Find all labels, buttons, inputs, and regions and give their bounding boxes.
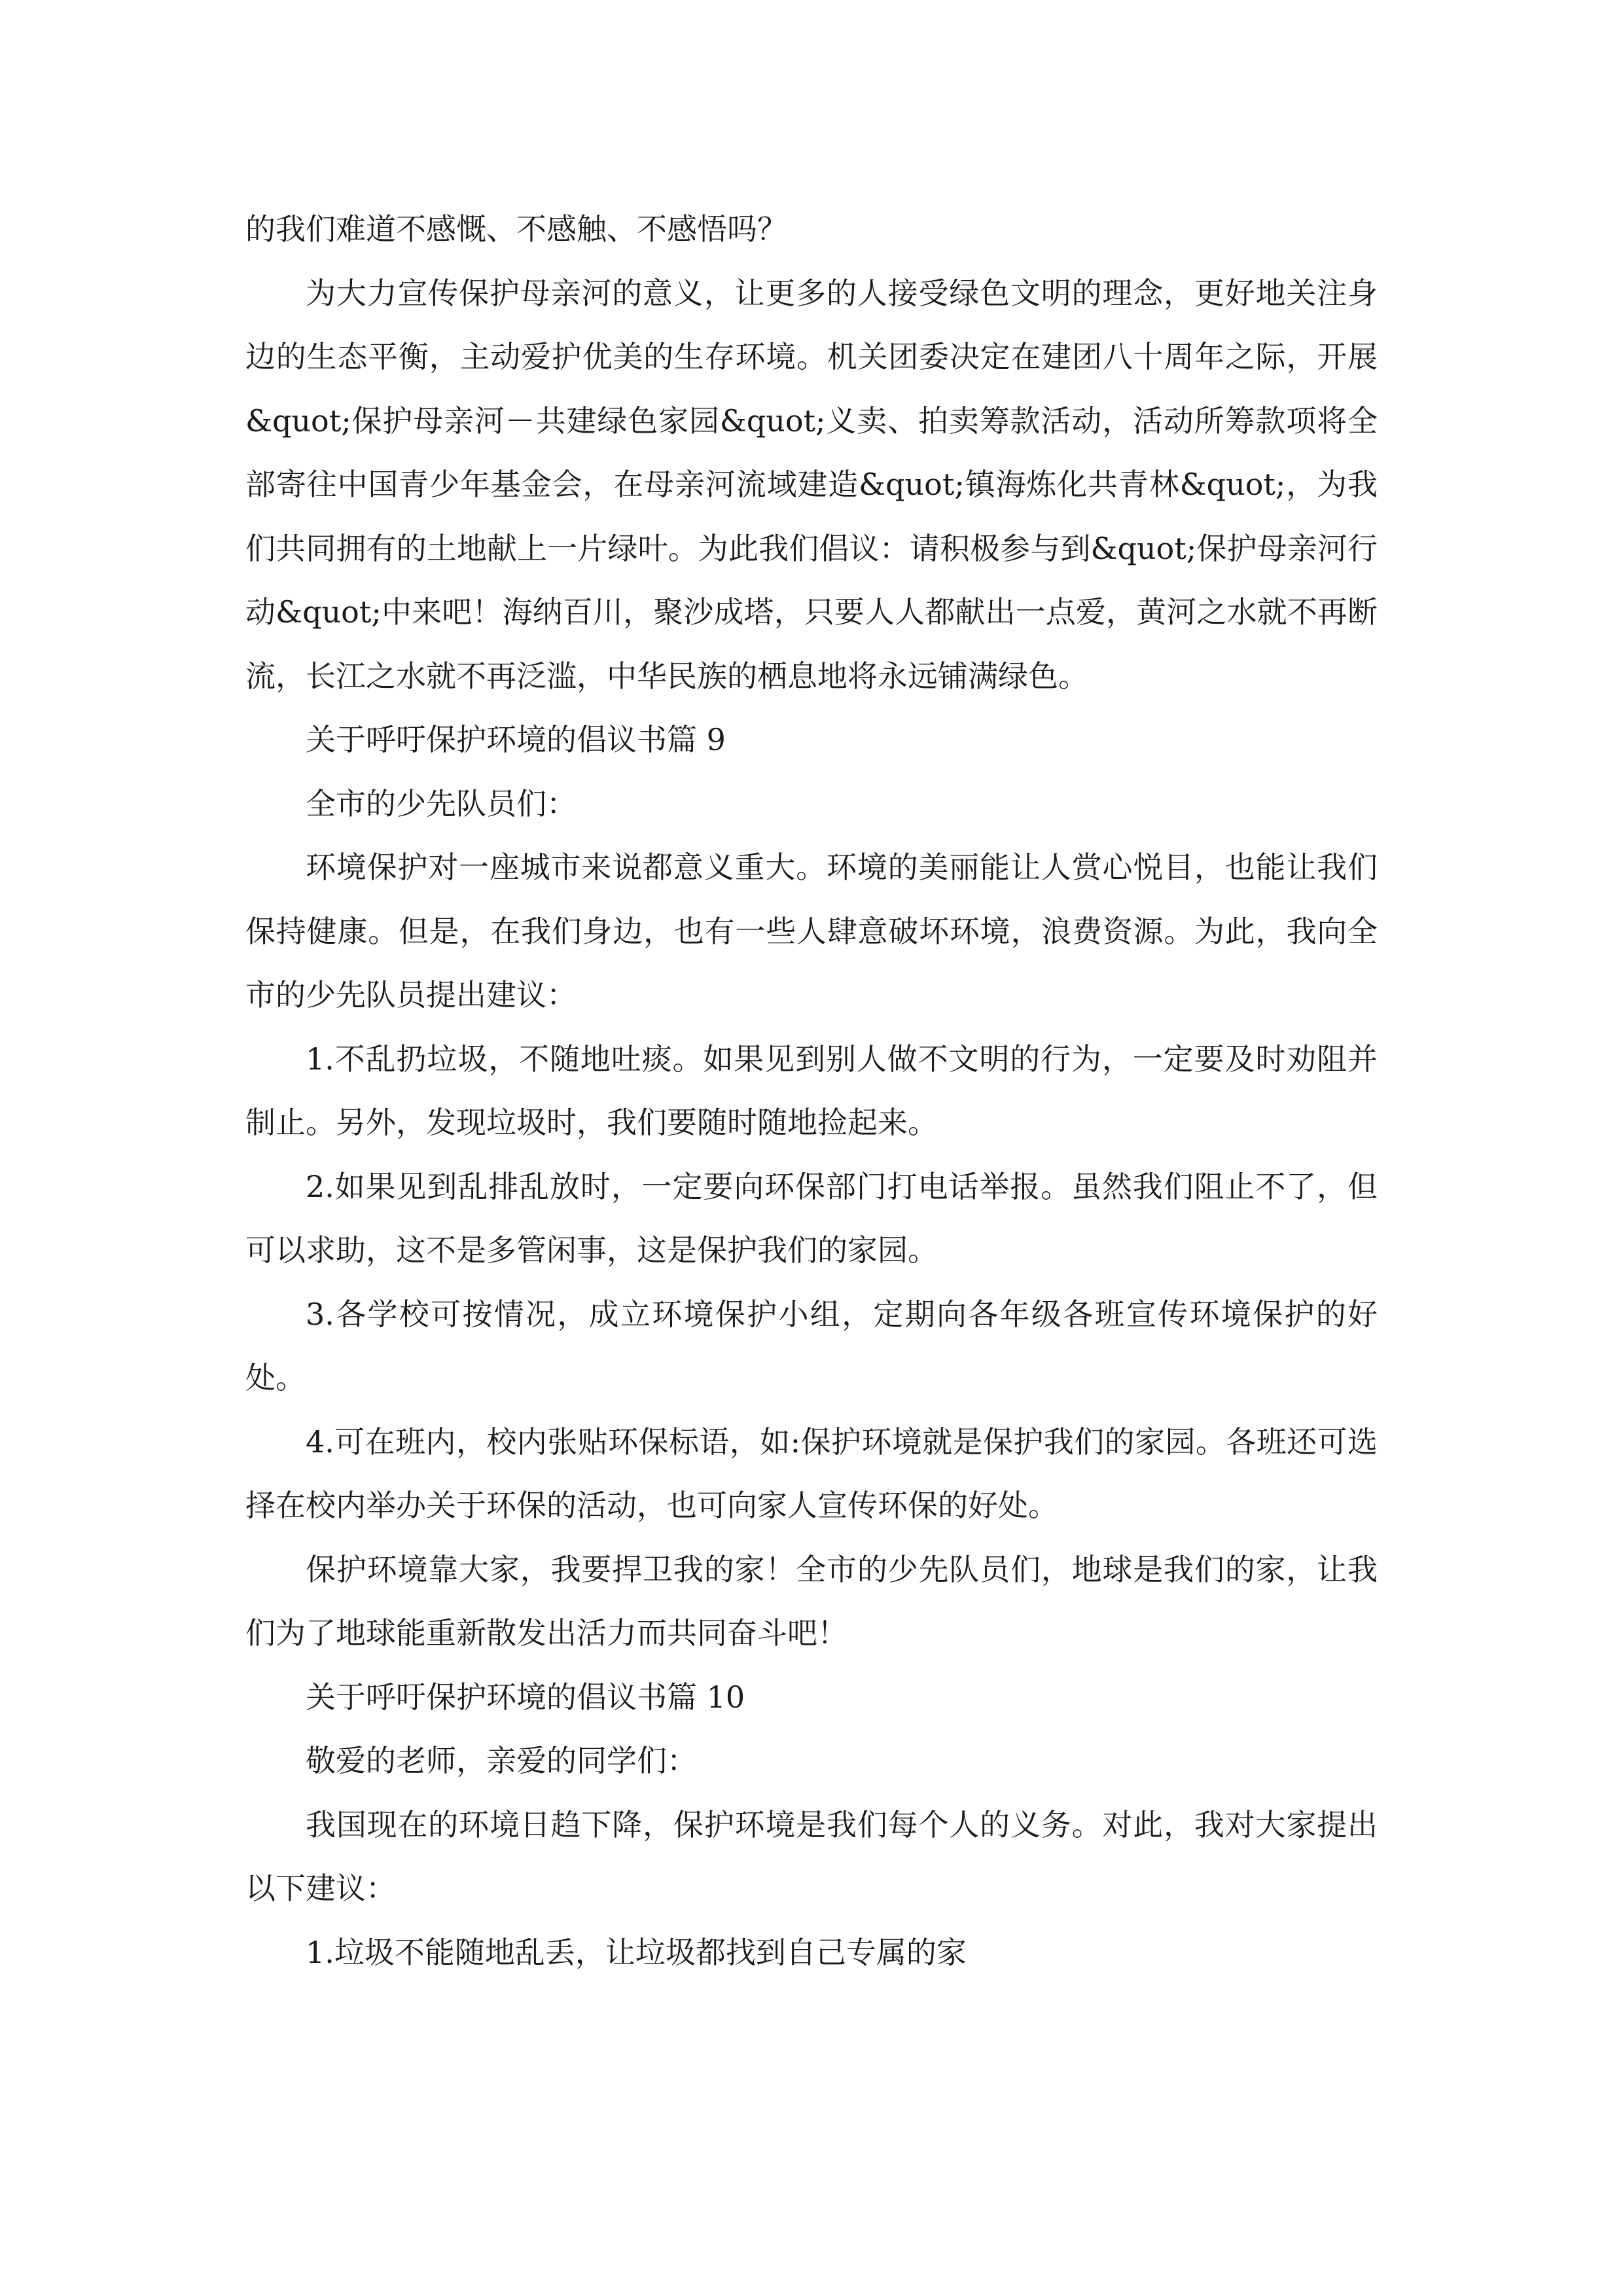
paragraph-intro-9: 环境保护对一座城市来说都意义重大。环境的美丽能让人赏心悦目，也能让我们保持健康。但是，在我们身边，也有一些人肆意破坏环境，浪费资源。为此，我向全市的少先队员提出建议： xyxy=(245,850,1378,1013)
paragraph-closing-9: 保护环境靠大家，我要捍卫我的家！全市的少先队员们，地球是我们的家，让我们为了地球能重新散发出活力而共同奋斗吧！ xyxy=(245,1551,1378,1651)
list-item-9-1: 1.不乱扔垃圾，不随地吐痰。如果见到别人做不文明的行为，一定要及时劝阻并制止。另外，发现垃圾时，我们要随时随地捡起来。 xyxy=(245,1041,1378,1140)
salutation-young-pioneers: 全市的少先队员们： xyxy=(306,785,577,821)
list-item-9-3: 3.各学校可按情况，成立环境保护小组，定期向各年级各班宣传环境保护的好处。 xyxy=(245,1296,1378,1395)
section-heading-9: 关于呼吁保护环境的倡议书篇 9 xyxy=(306,722,726,757)
list-item-9-4: 4.可在班内，校内张贴环保标语，如:保护环境就是保护我们的家园。各班还可选择在校内举办关于环保的活动，也可向家人宣传环保的好处。 xyxy=(245,1424,1378,1523)
paragraph-intro-10: 我国现在的环境日趋下降，保护环境是我们每个人的义务。对此，我对大家提出以下建议： xyxy=(245,1806,1378,1906)
salutation-teachers-students: 敬爱的老师，亲爱的同学们： xyxy=(306,1743,697,1778)
paragraph-continuation: 的我们难道不感慨、不感触、不感悟吗？ xyxy=(245,211,787,247)
document-page xyxy=(245,198,1378,1984)
list-item-10-1: 1.垃圾不能随地乱丢，让垃圾都找到自己专属的家 xyxy=(306,1934,967,1970)
paragraph-mother-river-initiative: 为大力宣传保护母亲河的意义，让更多的人接受绿色文明的理念，更好地关注身边的生态平衡，主动爱护优美的生存环境。机关团委决定在建团八十周年之际，开展&quot;保护母亲河－共建绿色家园&quot;义卖、拍卖筹款活动，活动所筹款项将全部寄往中国青少年基金会，在母亲河流域建造&quot;镇海炼化共青林&quot;，为我们共同拥有的土地献上一片绿叶。为此我们倡议：请积极参与到&quot;保护母亲河行动&quot;中来吧！海纳百川，聚沙成塔，只要人人都献出一点爱，黄河之水就不再断流，长江之水就不再泛滥，中华民族的栖息地将永远铺满绿色。 xyxy=(245,275,1378,694)
list-item-9-2: 2.如果见到乱排乱放时，一定要向环保部门打电话举报。虽然我们阻止不了，但可以求助，这不是多管闲事，这是保护我们的家园。 xyxy=(245,1168,1378,1268)
section-heading-10: 关于呼吁保护环境的倡议书篇 10 xyxy=(306,1679,745,1715)
